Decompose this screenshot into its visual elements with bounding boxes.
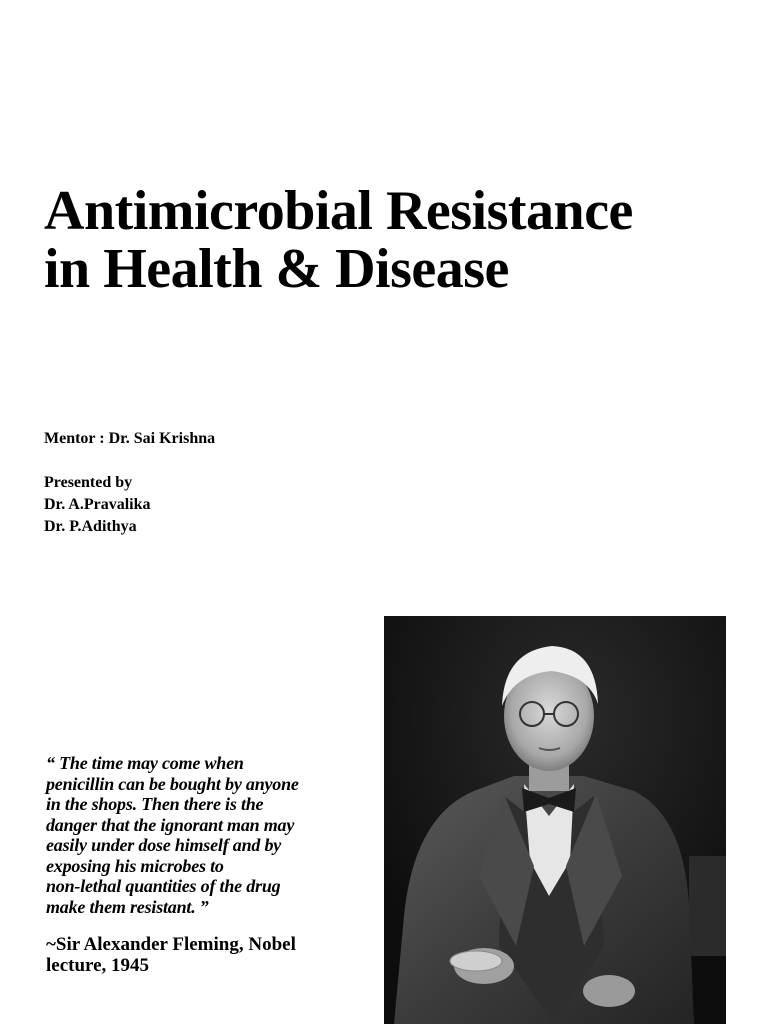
spacer: [44, 450, 215, 472]
quote-line: easily under dose himself and by: [46, 835, 282, 855]
slide-title: [44, 182, 744, 298]
title-line-2: in Health & Disease: [44, 238, 509, 300]
fleming-quote: [46, 753, 356, 917]
quote-line: penicillin can be bought by anyone: [46, 773, 299, 794]
attribution-line: ~Sir Alexander Fleming, Nobel: [46, 934, 296, 955]
quote-line: in the shops. Then there is the: [46, 794, 264, 814]
title-line-1: Antimicrobial Resistance: [44, 180, 633, 242]
quote-line: exposing his microbes to: [46, 855, 224, 876]
presenter-name: Dr. P.Adithya: [44, 518, 137, 535]
quote-line: non-lethal quantities of the drug: [46, 876, 281, 896]
quote-line: danger that the ignorant man may: [46, 814, 295, 835]
portrait-illustration: [384, 616, 726, 1024]
quote-line: “ The time may come when: [46, 753, 244, 773]
quote-line: make them resistant. ”: [46, 896, 209, 917]
attribution-line: lecture, 1945: [46, 955, 150, 976]
fleming-portrait-photo: [384, 616, 726, 1024]
mentor-line: Mentor : Dr. Sai Krishna: [44, 430, 216, 447]
presenters-heading: Presented by: [44, 474, 133, 491]
quote-attribution: [46, 934, 346, 976]
presenter-name: Dr. A.Pravalika: [44, 496, 151, 513]
credits-block: [44, 428, 215, 538]
